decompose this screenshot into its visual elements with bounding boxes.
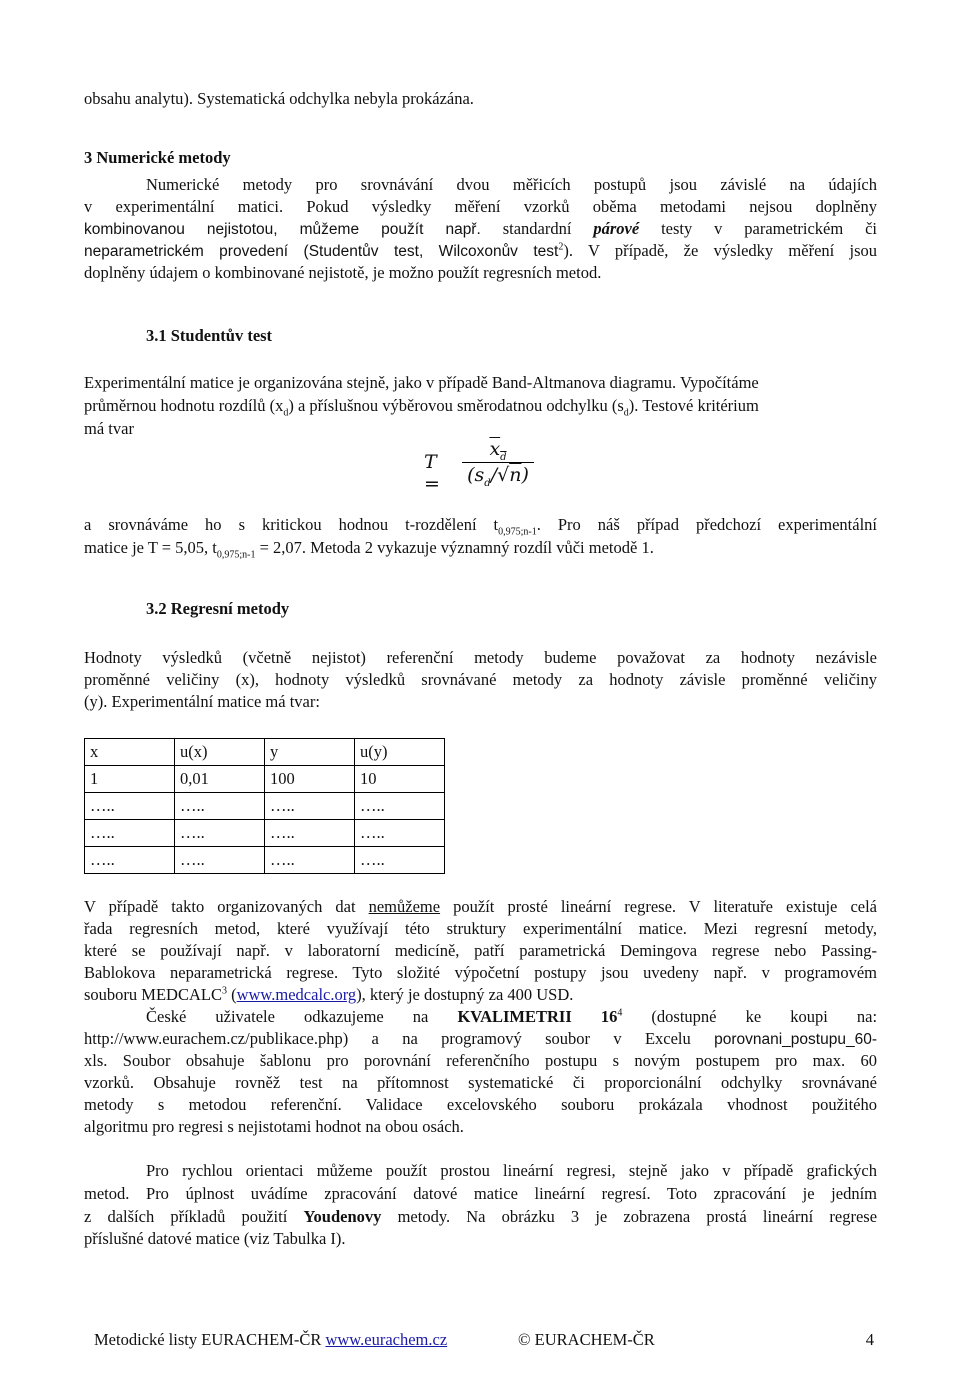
section-3-heading: 3 Numerické metody <box>84 148 231 167</box>
table-cell: ….. <box>265 847 355 874</box>
footer-copyright: © EURACHEM-ČR <box>518 1330 655 1349</box>
section-3-line-3: kombinovanou nejistotou, můžeme použít např. standardní párové testy v parametrickém či <box>84 219 878 238</box>
section-3-2-heading: 3.2 Regresní metody <box>146 599 290 618</box>
table-cell: 100 <box>265 766 355 793</box>
table-cell: ….. <box>355 847 445 874</box>
table-cell: 1 <box>85 766 175 793</box>
table-cell: ….. <box>265 820 355 847</box>
table-header-cell: u(y) <box>355 739 445 766</box>
last-par-line-1: Pro rychlou orientaci můžeme použít prostou lineární regresi, stejně jako v případě grafických <box>146 1161 877 1180</box>
section-3-line-5: doplněny údajem o kombinované nejistotě, je možno použít regresních metod. <box>84 263 602 282</box>
regression-par-line-6: České uživatele odkazujeme na KVALIMETRII $16^4$ (dostupné ke koupi na: <box>146 1007 878 1026</box>
table-cell: ….. <box>265 793 355 820</box>
page-number: 4 <box>865 1330 874 1349</box>
section-3-1-line-3: má tvar <box>84 419 134 438</box>
regression-par-line-11: algoritmu pro regresi s nejistotami hodnot na obou osách. <box>84 1117 464 1136</box>
table-row <box>85 847 445 874</box>
section-3-1-line-1: Experimentální matice je organizována stejně, jako v případě Band-Altmanova diagramu. Vypočítáme <box>84 373 759 392</box>
table-cell: ….. <box>85 847 175 874</box>
last-par-line-2: metod. Pro úplnost uvádíme zpracování datové matice lineární regresí. Toto zpracování je jedním <box>84 1184 877 1203</box>
section-3-line-2: v experimentální matici. Pokud výsledky měření vzorků oběma metodami nejsou doplněny <box>84 197 877 216</box>
table-header-cell: y <box>265 739 355 766</box>
regression-par-line-2: řada regresních metod, které využívají této struktury experimentální matice. Mezi regresní metody, <box>84 919 877 938</box>
section-3-2-line-2: proměnné veličiny (x), hodnoty výsledků srovnávané metody za hodnoty závisle proměnné veličiny <box>84 670 877 689</box>
regression-par-line-7: http://www.eurachem.cz/publikace.php) a na programový soubor v Excelu porovnani_postupu_60- <box>84 1029 877 1048</box>
experimental-matrix-table <box>84 738 445 874</box>
regression-par-line-1: V případě takto organizovaných dat nemůžeme použít prosté lineární regrese. V literatuře existuje celá <box>84 897 877 916</box>
section-3-2-line-3: (y). Experimentální matice má tvar: <box>84 692 320 711</box>
section-3-1-line-4: a srovnáváme ho s kritickou hodnou t-rozdělení $t_{0,975;n-1}$. Pro náš případ předchozí experimentální <box>84 515 877 538</box>
section-3-1-line-5: matice je T = 5,05, $t_{0,975;n-1} = 2,07$. Metoda 2 vykazuje významný rozdíl vůči metodě 1. <box>84 538 654 561</box>
section-3-line-4: neparametrickém provedení (Studentův test, Wilcoxonův test$^2$). V případě, že výsledky měření jsou <box>84 241 877 260</box>
section-3-2-line-1: Hodnoty výsledků (včetně nejistot) referenční metody budeme považovat za hodnoty nezávisle <box>84 648 877 667</box>
table-row <box>85 820 445 847</box>
table-header-row <box>85 739 445 766</box>
last-par-line-4: příslušné datové matice (viz Tabulka I). <box>84 1229 346 1248</box>
table-header-cell: u(x) <box>175 739 265 766</box>
regression-par-line-3: které se používají např. v laboratorní medicíně, patří parametrická Demingova regrese nebo Passing- <box>84 941 877 960</box>
table-cell: ….. <box>175 820 265 847</box>
section-3-1-heading: 3.1 Studentův test <box>146 326 273 345</box>
table-row <box>85 766 445 793</box>
table-cell: ….. <box>85 820 175 847</box>
regression-par-line-10: metody s metodou referenční. Validace excelovského souboru prokázala vhodnost použitého <box>84 1095 877 1114</box>
section-3-1-line-2: průměrnou hodnotu rozdílů $(x_d)$ a příslušnou výběrovou směrodatnou odchylku $(s_d)$. Testové kritérium <box>84 396 759 419</box>
table-cell: ….. <box>355 820 445 847</box>
page-footer <box>94 1329 884 1351</box>
table-header-cell: x <box>85 739 175 766</box>
table-cell: ….. <box>175 847 265 874</box>
last-par-line-3: z dalších příkladů použití Youdenovy metody. Na obrázku 3 je zobrazena prostá lineární regrese <box>84 1207 878 1226</box>
regression-par-line-8: xls. Soubor obsahuje šablonu pro porovnání referenčního postupu s novým postupem pro max. 60 <box>84 1051 877 1070</box>
table-cell: ….. <box>175 793 265 820</box>
regression-par-line-9: vzorků. Obsahuje rovněž test na přítomnost systematické či proporcionální odchylky srovnávané <box>84 1073 877 1092</box>
table-cell: ….. <box>355 793 445 820</box>
table-row <box>85 793 445 820</box>
regression-par-line-4: Bablokova neparametrická regrese. Tyto složité výpočetní postupy jsou uvedeny např. v programovém <box>84 963 877 982</box>
footer-title: Metodické listy EURACHEM-ČR <box>94 1330 322 1349</box>
medcalc-link[interactable]: www.medcalc.org <box>236 985 357 1004</box>
section-3-line-1: Numerické metody pro srovnávání dvou měřicích postupů jsou závislé na údajích <box>146 175 877 194</box>
footer-link[interactable]: www.eurachem.cz <box>325 1330 448 1349</box>
regression-par-line-5: souboru MEDCALC$^3$ (www.medcalc.org), který je dostupný za 400 USD. <box>84 985 574 1004</box>
table-cell: 10 <box>355 766 445 793</box>
table-cell: 0,01 <box>175 766 265 793</box>
intro-line: obsahu analytu). Systematická odchylka nebyla prokázána. <box>84 89 474 108</box>
table-cell: ….. <box>85 793 175 820</box>
